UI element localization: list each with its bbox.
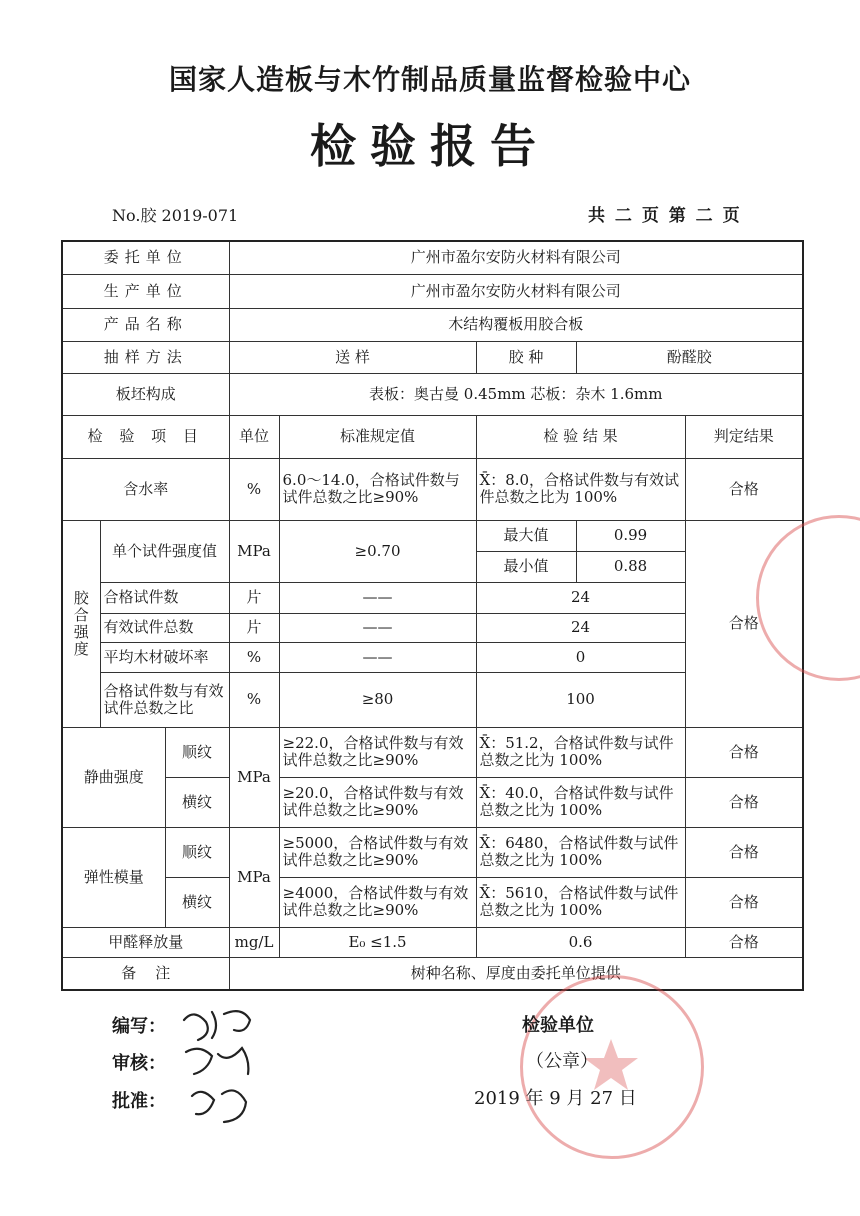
- formaldehyde-verdict: 合格: [685, 927, 803, 957]
- bending-result-0: X̄：51.2，合格试件数与试件总数之比为 100%: [476, 727, 685, 777]
- bending-dir-1: 横纹: [165, 777, 229, 827]
- signature-image: [172, 1002, 282, 1142]
- bond-single-unit: MPa: [229, 520, 279, 582]
- bending-verdict-0: 合格: [685, 727, 803, 777]
- formaldehyde-label: 甲醛释放量: [62, 927, 229, 957]
- bending-unit: MPa: [229, 727, 279, 827]
- editor-label: 编写：: [112, 1016, 166, 1037]
- header-verdict: 判定结果: [685, 415, 803, 458]
- sampling-value: 送 样: [229, 341, 476, 373]
- client-label: 委托单位: [62, 241, 229, 274]
- bond-ratio-standard: ≥80: [279, 672, 476, 727]
- modulus-result-1: X̄：5610，合格试件数与试件总数之比为 100%: [476, 877, 685, 927]
- glue-label: 胶 种: [476, 341, 576, 373]
- bond-qualified-unit: 片: [229, 582, 279, 613]
- formaldehyde-unit: mg/L: [229, 927, 279, 957]
- bond-strength-text: 胶 合 强 度: [73, 588, 89, 658]
- report-title: 检验报告: [310, 119, 550, 173]
- page-info: 共 二 页 第 二 页: [588, 206, 742, 226]
- bond-max-label: 最大值: [476, 520, 576, 551]
- report-number: No.胶 2019-071: [112, 206, 239, 225]
- bond-min-value: 0.88: [576, 551, 685, 582]
- bond-failure-unit: %: [229, 642, 279, 672]
- bending-dir-0: 顺纹: [165, 727, 229, 777]
- bond-failure-standard: ——: [279, 642, 476, 672]
- structure-label: 板坯构成: [62, 373, 229, 415]
- modulus-verdict-1: 合格: [685, 877, 803, 927]
- header-result: 检 验 结 果: [476, 415, 685, 458]
- bond-qualified-label: 合格试件数: [100, 582, 229, 613]
- moisture-standard: 6.0～14.0，合格试件数与试件总数之比≥90%: [279, 458, 476, 520]
- bond-single-standard: ≥0.70: [279, 520, 476, 582]
- bond-qualified-standard: ——: [279, 582, 476, 613]
- modulus-verdict-0: 合格: [685, 827, 803, 877]
- remark-label: 备 注: [62, 957, 229, 990]
- bending-label: 静曲强度: [62, 727, 165, 827]
- modulus-standard-1: ≥4000，合格试件数与有效试件总数之比≥90%: [279, 877, 476, 927]
- product-value: 木结构覆板用胶合板: [229, 308, 803, 341]
- moisture-result: X̄：8.0，合格试件数与有效试件总数之比为 100%: [476, 458, 685, 520]
- sampling-label: 抽样方法: [62, 341, 229, 373]
- inspect-unit-label: 检验单位: [522, 1015, 594, 1036]
- product-label: 产品名称: [62, 308, 229, 341]
- bond-max-value: 0.99: [576, 520, 685, 551]
- formaldehyde-result: 0.6: [476, 927, 685, 957]
- bond-ratio-unit: %: [229, 672, 279, 727]
- modulus-standard-0: ≥5000，合格试件数与有效试件总数之比≥90%: [279, 827, 476, 877]
- bond-failure-result: 0: [476, 642, 685, 672]
- bending-standard-1: ≥20.0，合格试件数与有效试件总数之比≥90%: [279, 777, 476, 827]
- bond-total-unit: 片: [229, 613, 279, 642]
- bond-failure-label: 平均木材破坏率: [100, 642, 229, 672]
- org-name: 国家人造板与木竹制品质量监督检验中心: [168, 63, 691, 96]
- bond-qualified-result: 24: [476, 582, 685, 613]
- header-standard: 标准规定值: [279, 415, 476, 458]
- header-item: 检 验 项 目: [62, 415, 229, 458]
- bending-result-1: X̄：40.0，合格试件数与试件总数之比为 100%: [476, 777, 685, 827]
- bond-total-standard: ——: [279, 613, 476, 642]
- modulus-dir-1: 横纹: [165, 877, 229, 927]
- moisture-verdict: 合格: [685, 458, 803, 520]
- bending-standard-0: ≥22.0，合格试件数与有效试件总数之比≥90%: [279, 727, 476, 777]
- modulus-result-0: X̄：6480，合格试件数与试件总数之比为 100%: [476, 827, 685, 877]
- bond-ratio-result: 100: [476, 672, 685, 727]
- client-value: 广州市盈尔安防火材料有限公司: [229, 241, 803, 274]
- bond-verdict: 合格: [685, 520, 803, 727]
- formaldehyde-standard: E₀ ≤1.5: [279, 927, 476, 957]
- remark-value: 树种名称、厚度由委托单位提供: [229, 957, 803, 990]
- producer-value: 广州市盈尔安防火材料有限公司: [229, 274, 803, 308]
- inspection-table: [61, 240, 804, 991]
- reviewer-label: 审核：: [112, 1053, 166, 1074]
- producer-label: 生产单位: [62, 274, 229, 308]
- bond-total-label: 有效试件总数: [100, 613, 229, 642]
- bond-strength-label: [62, 520, 100, 727]
- modulus-unit: MPa: [229, 827, 279, 927]
- header-unit: 单位: [229, 415, 279, 458]
- bending-verdict-1: 合格: [685, 777, 803, 827]
- modulus-dir-0: 顺纹: [165, 827, 229, 877]
- bond-ratio-label: 合格试件数与有效试件总数之比: [100, 672, 229, 727]
- report-date: 2019 年 9 月 27 日: [474, 1088, 637, 1109]
- moisture-label: 含水率: [62, 458, 229, 520]
- bond-single-label: 单个试件强度值: [100, 520, 229, 582]
- approver-label: 批准：: [112, 1091, 166, 1112]
- structure-value: 表板：奥古曼 0.45mm 芯板：杂木 1.6mm: [229, 373, 803, 415]
- glue-value: 酚醛胶: [576, 341, 803, 373]
- moisture-unit: %: [229, 458, 279, 520]
- seal-text: （公章）: [526, 1051, 598, 1072]
- modulus-label: 弹性模量: [62, 827, 165, 927]
- bond-min-label: 最小值: [476, 551, 576, 582]
- bond-total-result: 24: [476, 613, 685, 642]
